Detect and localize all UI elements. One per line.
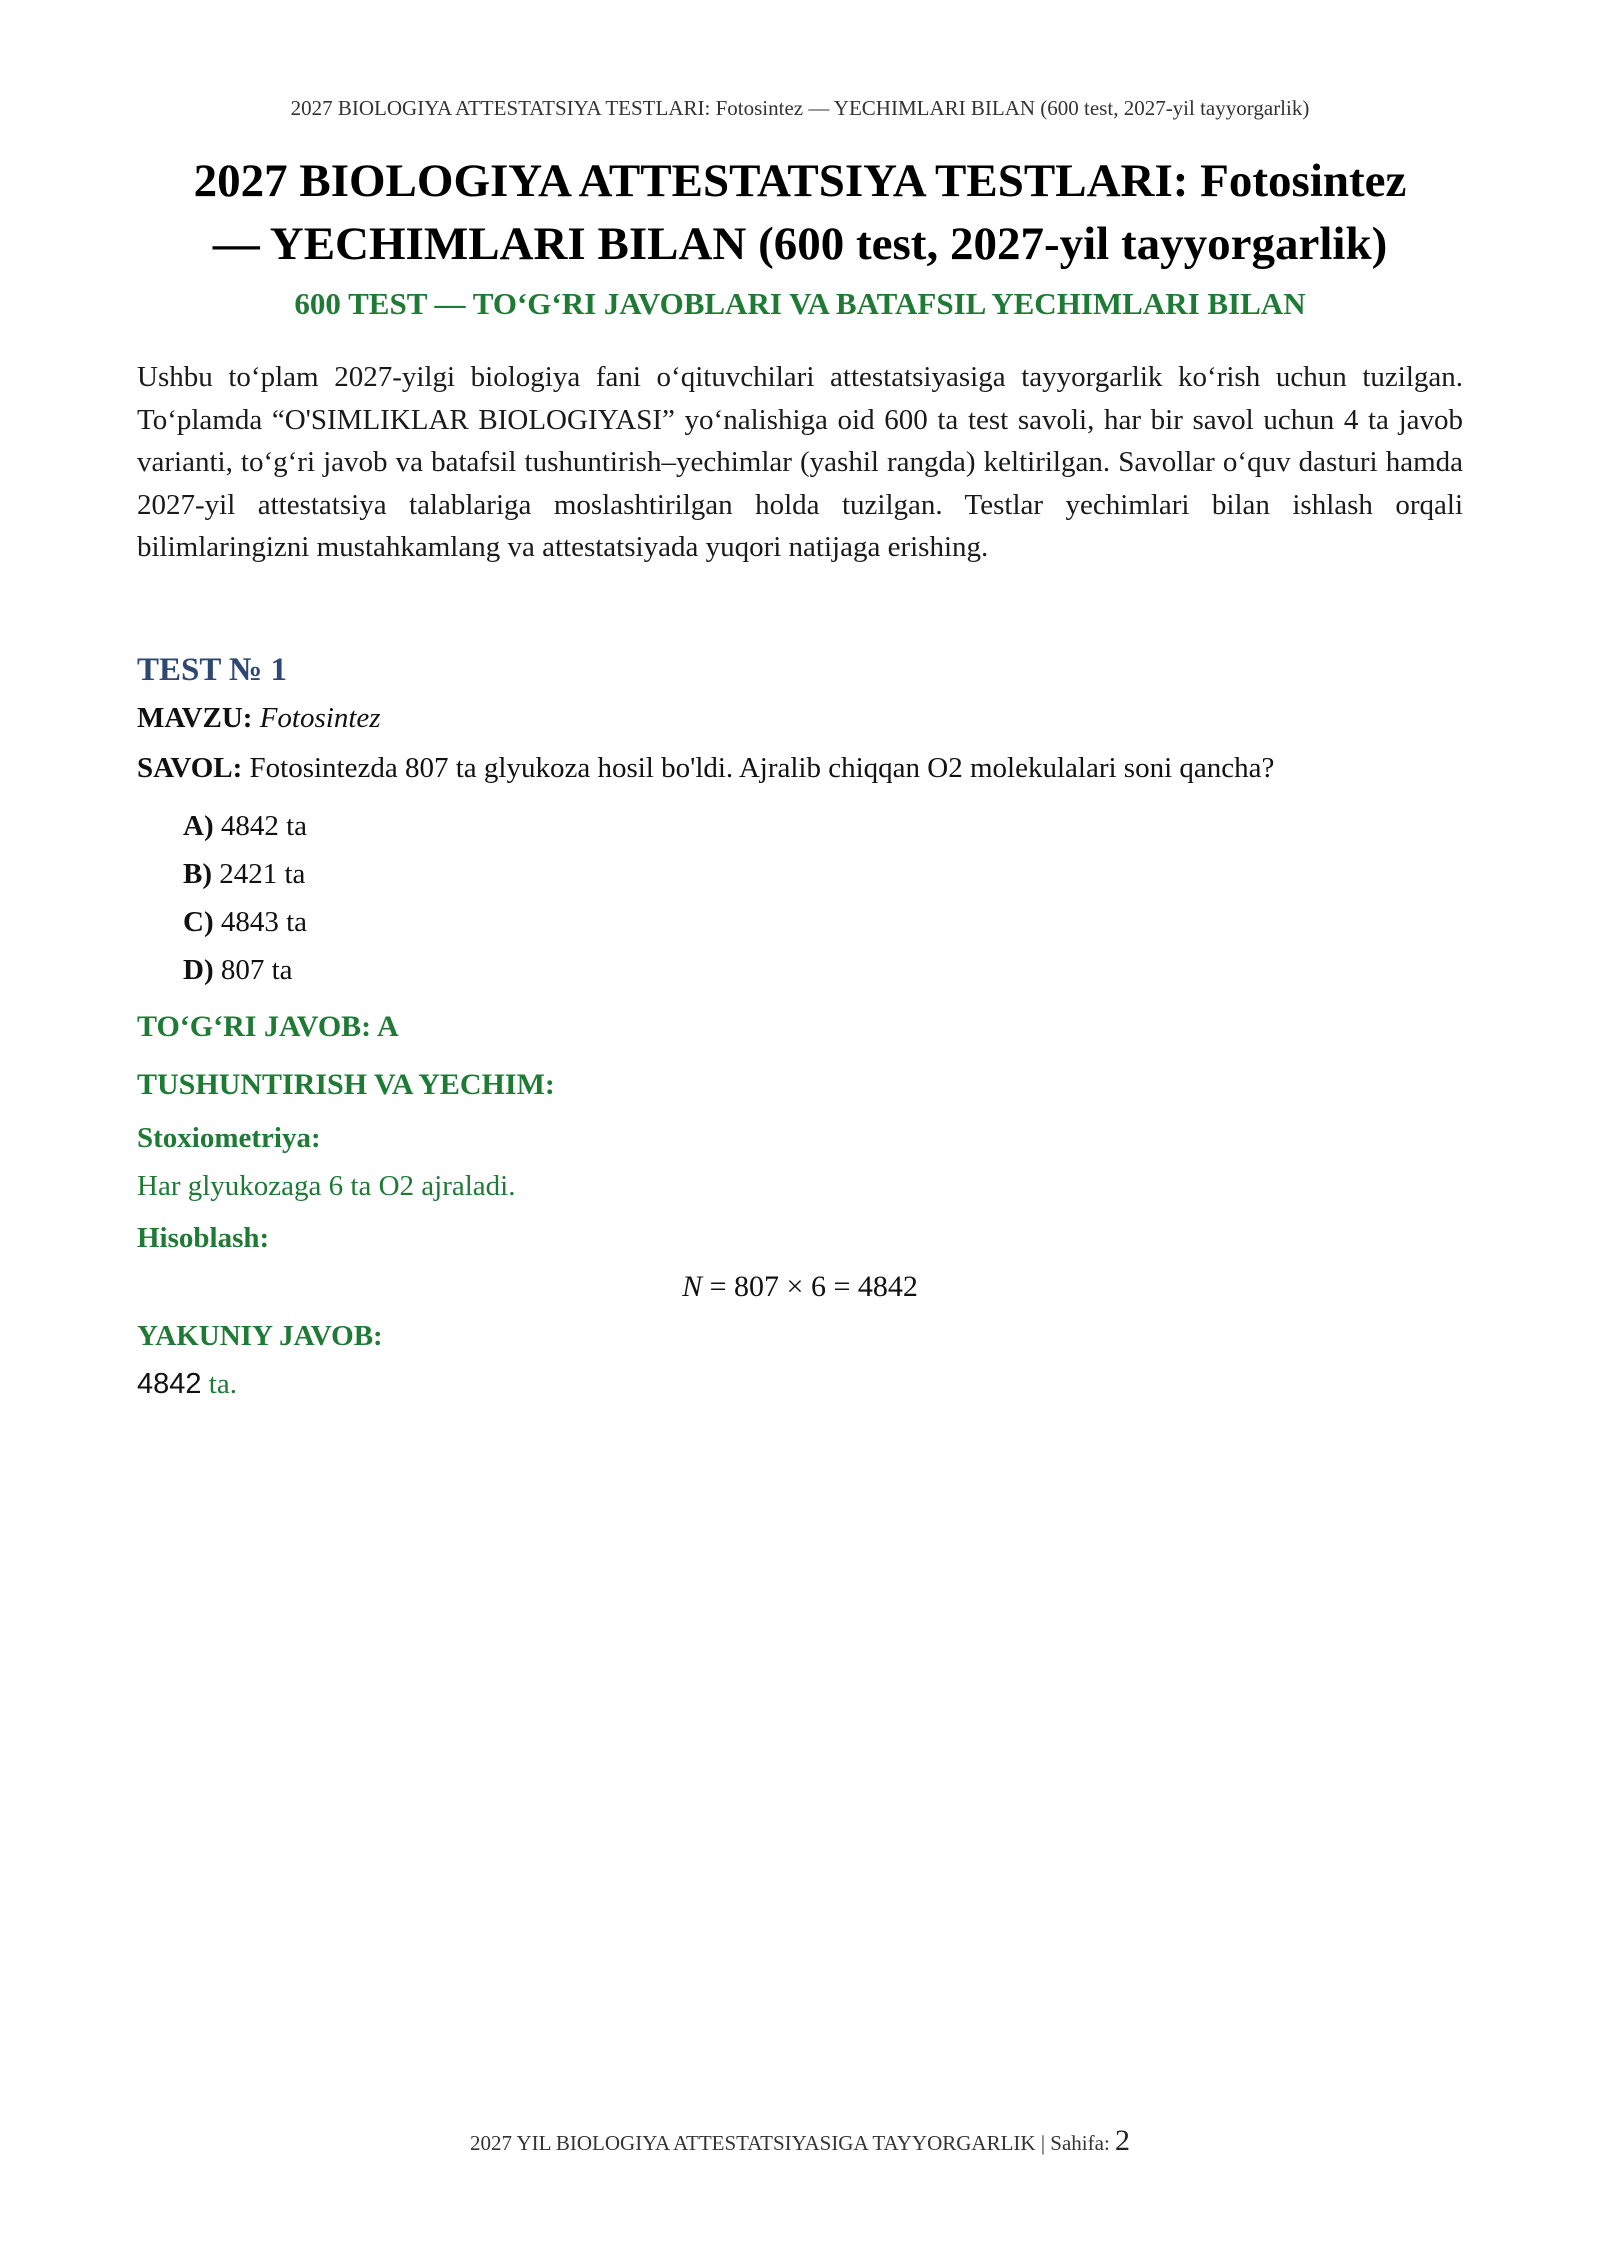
final-answer-heading: YAKUNIY JAVOB:	[137, 1320, 383, 1352]
option-a	[183, 810, 307, 843]
topic-label: MAVZU:	[137, 702, 253, 734]
topic-line	[137, 702, 381, 735]
formula-variable: N	[682, 1270, 703, 1303]
option-text: 4842 ta	[220, 810, 308, 842]
option-c	[183, 906, 307, 939]
option-b	[183, 858, 305, 891]
option-d	[183, 954, 293, 987]
intro-paragraph: Ushbu to‘plam 2027-yilgi biologiya fani o‘qituvchilari attestatsiyasiga tayyorgarlik ko‘rish uchun tuzilgan. To‘plamda “O'SIMLIKLAR BIOLOGIYASI” yo‘nalishiga oid 600 ta test savoli, har bir savol uchun 4 ta javob varianti, to‘g‘ri javob va batafsil tushuntirish–yechimlar (yashil rangda) keltirilgan. Savollar o‘quv dasturi hamda 2027-yil attestatsiya talablariga moslashtirilgan holda tuzilgan. Testlar yechimlari bilan ishlash orqali bilimlaringizni mustahkamlang va attestatsiyada yuqori natijaga erishing.	[137, 361, 1463, 563]
option-letter: A)	[183, 810, 214, 842]
final-answer	[137, 1368, 237, 1401]
option-text: 807 ta	[220, 954, 293, 986]
correct-answer: TO‘G‘RI JAVOB: A	[137, 1010, 399, 1043]
calculation-heading: Hisoblash:	[137, 1222, 270, 1254]
footer-text: 2027 YIL BIOLOGIYA ATTESTATSIYASIGA TAYYORGARLIK	[469, 2131, 1036, 2155]
test-heading: TEST № 1	[137, 652, 287, 688]
formula-expression: = 807 × 6 = 4842	[702, 1270, 918, 1303]
option-text: 4843 ta	[220, 906, 308, 938]
running-header: 2027 BIOLOGIYA ATTESTATSIYA TESTLARI: Fotosintez — YECHIMLARI BILAN (600 test, 2027-yil tayyorgarlik)	[290, 96, 1310, 120]
stoichiometry-text: Har glyukozaga 6 ta O2 ajraladi.	[137, 1170, 516, 1202]
option-text: 2421 ta	[219, 858, 306, 890]
final-answer-number: 4842	[137, 1368, 202, 1400]
page-footer	[0, 2124, 1600, 2158]
final-answer-unit: ta.	[201, 1368, 237, 1400]
title-line-2: — YECHIMLARI BILAN (600 test, 2027-yil tayyorgarlik)	[212, 218, 1388, 270]
page-label: Sahifa:	[1050, 2131, 1110, 2155]
option-letter: C)	[183, 906, 214, 938]
document-title	[140, 150, 1460, 276]
option-letter: B)	[183, 858, 212, 890]
topic-value: Fotosintez	[259, 702, 381, 734]
calculation-formula	[0, 1270, 1600, 1304]
document-subtitle: 600 TEST — TO‘G‘RI JAVOBLARI VA BATAFSIL YECHIMLARI BILAN	[294, 286, 1306, 321]
title-line-1: 2027 BIOLOGIYA ATTESTATSIYA TESTLARI: Fotosintez	[193, 155, 1407, 207]
question-line	[137, 752, 1274, 785]
question-label: SAVOL:	[137, 752, 243, 784]
stoichiometry-heading: Stoxiometriya:	[137, 1122, 321, 1154]
page-number: 2	[1115, 2124, 1131, 2157]
option-letter: D)	[183, 954, 214, 986]
explanation-heading: TUSHUNTIRISH VA YECHIM:	[137, 1068, 555, 1101]
footer-separator: |	[1040, 2131, 1046, 2155]
question-text: Fotosintezda 807 ta glyukoza hosil bo'ldi. Ajralib chiqqan O2 molekulalari soni qancha?	[249, 752, 1275, 784]
